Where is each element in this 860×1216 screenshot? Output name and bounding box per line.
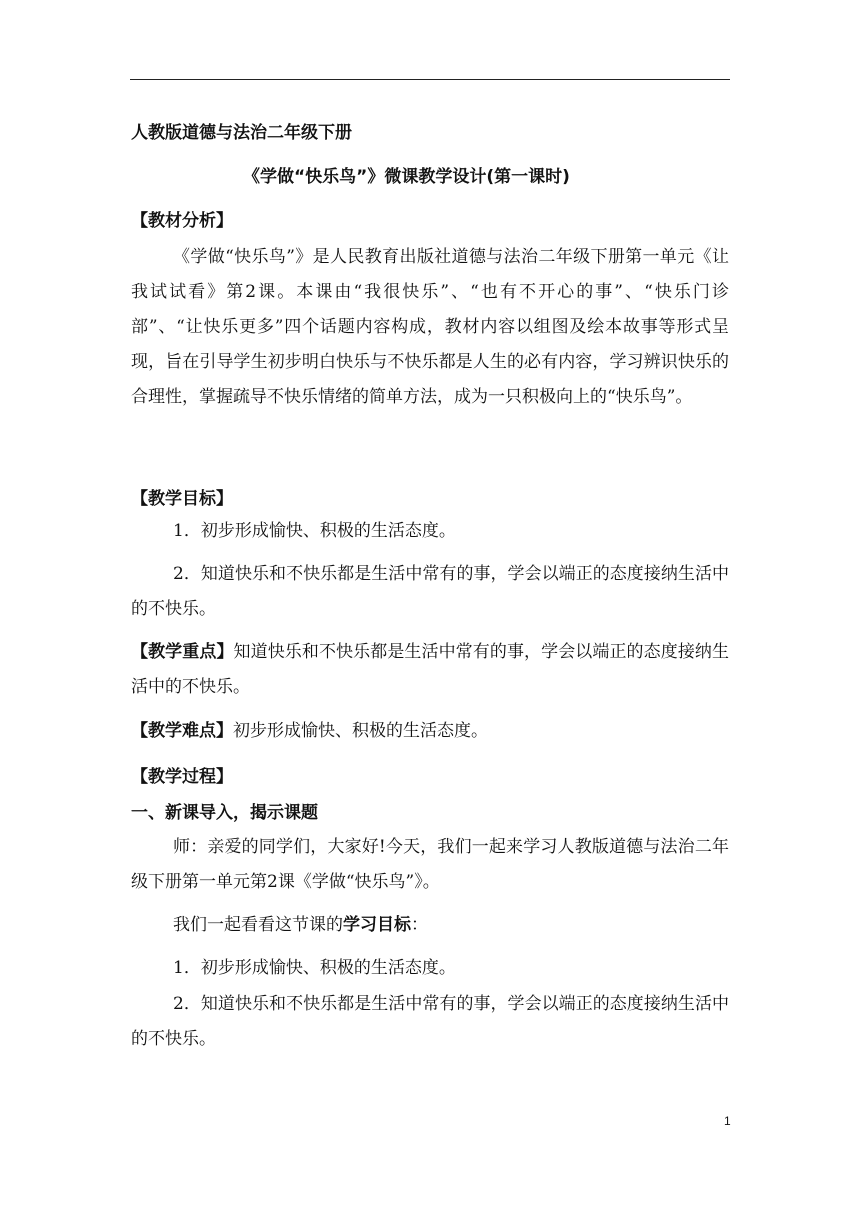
objectives-intro — [131, 908, 729, 943]
header-rule — [130, 79, 730, 80]
material-paragraph: 《学做“快乐鸟”》是人民教育出版社道德与法治二年级下册第一单元《让我试试看》第2课。本课由“我很快乐”、“也有不开心的事”、“快乐门诊部”、“让快乐更多”四个话题内容构成，教材内容以组图及绘本故事等形式呈现，旨在引导学生初步明白快乐与不快乐都是人生的必有内容，学习辨识快乐的合理性，掌握疏导不快乐情绪的简单方法，成为一只积极向上的“快乐鸟”。 — [131, 247, 729, 407]
objectives-intro-colon: ： — [411, 915, 428, 935]
key-point-text: 知道快乐和不快乐都是生活中常有的事，学会以端正的态度接纳生活中的不快乐。 — [131, 642, 730, 697]
page-number: 1 — [724, 1114, 731, 1128]
difficulty-label: 【教学难点】 — [131, 721, 233, 741]
goal-item-1: 1．初步形成愉快、积极的生活态度。 — [173, 521, 456, 541]
objective-item-2: 2．知道快乐和不快乐都是生活中常有的事，学会以端正的态度接纳生活中的不快乐。 — [131, 994, 729, 1049]
material-heading: 【教材分析】 — [131, 211, 233, 231]
teacher-paragraph: 师：亲爱的同学们，大家好!今天，我们一起来学习人教版道德与法治二年级下册第一单元第2课《学做“快乐鸟”》。 — [131, 837, 729, 892]
process-heading: 【教学过程】 — [131, 767, 233, 787]
difficulty-paragraph — [131, 714, 729, 749]
step1-heading: 一、新课导入，揭示课题 — [131, 803, 318, 823]
difficulty-text: 初步形成愉快、积极的生活态度。 — [233, 721, 488, 741]
key-point-label: 【教学重点】 — [131, 642, 234, 662]
document-subtitle: 《学做“快乐鸟”》微课教学设计(第一课时) — [243, 167, 570, 187]
goals-heading: 【教学目标】 — [131, 489, 233, 509]
key-point-paragraph — [131, 635, 729, 705]
objectives-intro-bold: 学习目标 — [343, 915, 411, 935]
goal-item-2: 2．知道快乐和不快乐都是生活中常有的事，学会以端正的态度接纳生活中的不快乐。 — [131, 564, 729, 619]
objective-item-1: 1．初步形成愉快、积极的生活态度。 — [173, 958, 456, 978]
document-title: 人教版道德与法治二年级下册 — [131, 123, 352, 143]
objectives-intro-text: 我们一起看看这节课的 — [173, 915, 343, 935]
